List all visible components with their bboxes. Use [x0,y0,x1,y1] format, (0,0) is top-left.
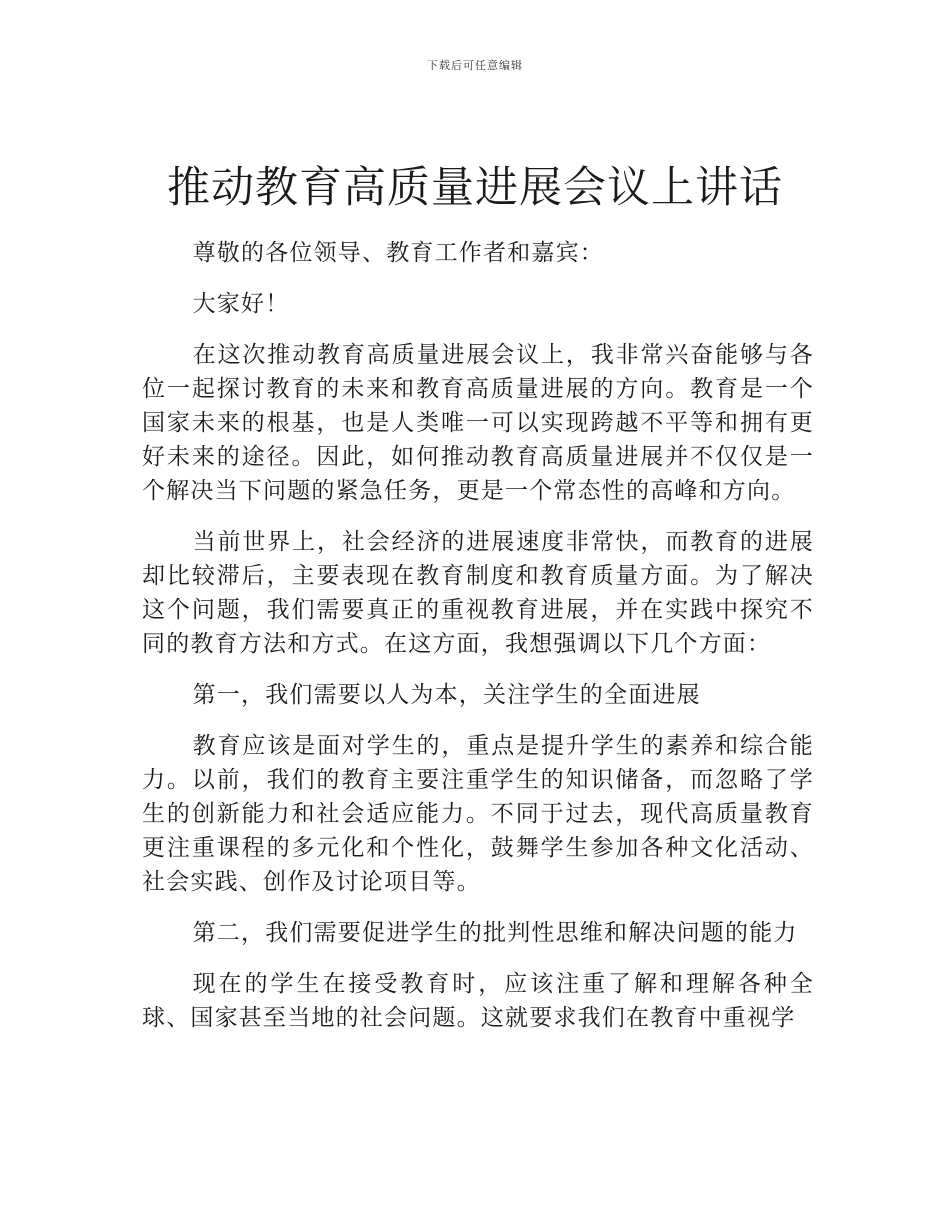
document-title: 推动教育高质量进展会议上讲话 [167,163,783,213]
header-note: 下载后可任意编辑 [427,59,523,72]
body-paragraph: 教育应该是面对学生的，重点是提升学生的素养和综合能力。以前，我们的教育主要注重学生的知识储备，而忽略了学生的创新能力和社会适应能力。不同于过去，现代高质量教育更注重课程的多元化和个性化，鼓舞学生参加各种文化活动、社会实践、创作及讨论项目等。 [142,733,814,895]
body-paragraph: 现在的学生在接受教育时，应该注重了解和理解各种全球、国家甚至当地的社会问题。这就要求我们在教育中重视学 [142,971,814,1031]
document-body [142,236,814,1052]
salutation-paragraph: 尊敬的各位领导、教育工作者和嘉宾： [192,240,604,266]
body-paragraph: 当前世界上，社会经济的进展速度非常快，而教育的进展却比较滞后，主要表现在教育制度和教育质量方面。为了解决这个问题，我们需要真正的重视教育进展，并在实践中探究不同的教育方法和方式。在这方面，我想强调以下几个方面： [142,529,814,657]
body-paragraph: 在这次推动教育高质量进展会议上，我非常兴奋能够与各位一起探讨教育的未来和教育高质量进展的方向。教育是一个国家未来的根基，也是人类唯一可以实现跨越不平等和拥有更好未来的途径。因此，如何推动教育高质量进展并不仅仅是一个解决当下问题的紧急任务，更是一个常态性的高峰和方向。 [142,342,814,504]
section-heading-paragraph: 第一，我们需要以人为本，关注学生的全面进展 [192,682,701,708]
section-heading-paragraph: 第二，我们需要促进学生的批判性思维和解决问题的能力 [192,920,798,946]
greeting-paragraph: 大家好！ [192,291,290,317]
